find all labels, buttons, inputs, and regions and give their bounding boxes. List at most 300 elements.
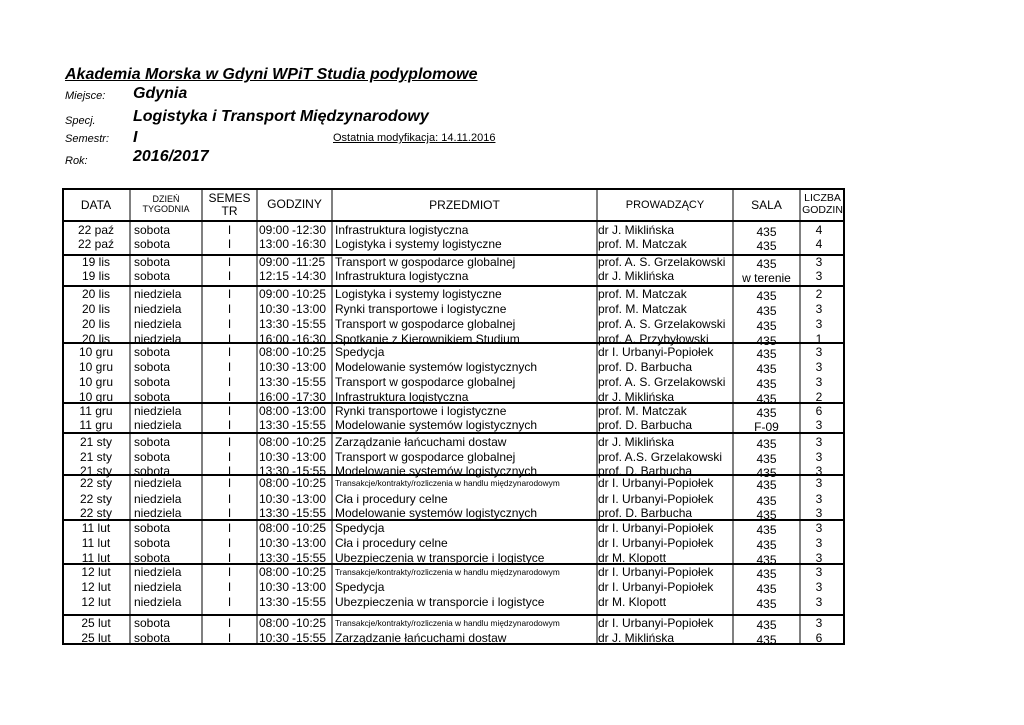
cell-end: 15:55 (296, 631, 327, 645)
cell-start: 16:00 (259, 390, 290, 404)
cell-sem: I (227, 287, 232, 301)
cell-time-separator: - (292, 418, 296, 432)
cell-room: 435 (756, 567, 777, 581)
cell-hours: 3 (815, 580, 823, 594)
cell-time-separator: - (292, 404, 296, 418)
cell-time-separator: - (292, 536, 296, 550)
cell-day: sobota (134, 255, 171, 269)
cell-sem: I (227, 269, 232, 283)
cell-time-separator: - (292, 616, 296, 630)
miejsce-value: Gdynia (133, 85, 188, 102)
cell-sem: I (227, 595, 232, 609)
specj-value: Logistyka i Transport Międzynarodowy (133, 108, 429, 125)
col-header-semestr (202, 192, 257, 217)
cell-end: 13:00 (296, 492, 327, 506)
cell-room: 435 (756, 452, 777, 466)
cell-hours: 4 (815, 237, 823, 251)
cell-sem: I (227, 345, 232, 359)
table-row (62, 595, 845, 610)
cell-end: 16:30 (296, 237, 327, 251)
cell-hours: 3 (815, 345, 823, 359)
cell-teacher: dr J. Miklińska (598, 390, 675, 404)
cell-day: niedziela (134, 595, 182, 609)
document-title: Akademia Morska w Gdyni WPiT Studia podyplomowe (65, 66, 478, 83)
cell-day: niedziela (134, 317, 182, 331)
cell-room: 435 (756, 377, 777, 391)
cell-room: 435 (756, 257, 777, 271)
cell-start: 09:00 (259, 287, 290, 301)
cell-time-separator: - (292, 317, 296, 331)
cell-time-separator: - (292, 551, 296, 565)
col-header-sala: SALA (751, 198, 782, 212)
cell-date: 19 lis (81, 255, 110, 269)
cell-day: niedziela (134, 332, 182, 346)
cell-date: 20 lis (81, 302, 110, 316)
cell-hours: 3 (815, 317, 823, 331)
cell-start: 08:00 (259, 404, 290, 418)
table-row (62, 616, 845, 631)
cell-time-separator: - (292, 237, 296, 251)
cell-day: sobota (134, 375, 171, 389)
cell-start: 10:30 (259, 302, 290, 316)
cell-day: sobota (134, 237, 171, 251)
cell-room: 435 (756, 239, 777, 253)
cell-sem: I (227, 521, 232, 535)
cell-hours: 3 (815, 536, 823, 550)
cell-end: 10:25 (296, 521, 327, 535)
cell-time-separator: - (292, 269, 296, 283)
table-row (62, 302, 845, 317)
cell-start: 09:00 (259, 255, 290, 269)
cell-hours: 2 (815, 287, 823, 301)
col-header-dzien-line2: TYGODNIA (142, 204, 190, 215)
cell-end: 14:30 (296, 269, 327, 283)
cell-end: 10:25 (296, 616, 327, 630)
cell-hours: 3 (815, 269, 823, 283)
cell-sem: I (227, 536, 232, 550)
cell-subject: Modelowanie systemów logistycznych (335, 506, 538, 520)
cell-subject: Modelowanie systemów logistycznych (335, 418, 538, 432)
cell-end: 12:30 (296, 223, 327, 237)
cell-subject: Spedycja (335, 580, 385, 594)
cell-start: 08:00 (259, 565, 290, 579)
cell-date: 22 sty (79, 506, 112, 520)
cell-end: 15:55 (296, 464, 327, 478)
cell-hours: 4 (815, 223, 823, 237)
cell-teacher: dr J. Miklińska (598, 631, 675, 645)
table-row (62, 521, 845, 536)
cell-hours: 3 (815, 476, 823, 490)
cell-sem: I (227, 565, 232, 579)
cell-subject: Ubezpieczenia w transporcie i logistyce (335, 551, 545, 565)
cell-day: sobota (134, 269, 171, 283)
cell-end: 15:55 (296, 418, 327, 432)
cell-subject: Cła i procedury celne (335, 536, 448, 550)
cell-end: 10:25 (296, 565, 327, 579)
cell-sem: I (227, 332, 232, 346)
table-row (62, 269, 845, 284)
cell-room: 435 (756, 618, 777, 632)
cell-subject: Cła i procedury celne (335, 492, 448, 506)
cell-start: 13:30 (259, 506, 290, 520)
cell-time-separator: - (292, 464, 296, 478)
cell-end: 15:55 (296, 317, 327, 331)
cell-start: 08:00 (259, 521, 290, 535)
cell-end: 16:30 (296, 332, 327, 346)
cell-date: 12 lut (81, 595, 111, 609)
cell-start: 13:30 (259, 317, 290, 331)
cell-sem: I (227, 237, 232, 251)
cell-teacher: dr J. Miklińska (598, 435, 675, 449)
cell-start: 08:00 (259, 435, 290, 449)
cell-hours: 6 (815, 404, 823, 418)
cell-day: sobota (134, 536, 171, 550)
cell-date: 12 lut (81, 565, 111, 579)
cell-hours: 6 (815, 631, 823, 645)
table-row (62, 450, 845, 465)
cell-subject: Transakcje/kontrakty/rozliczenia w handlu międzynarodowym (335, 567, 560, 577)
cell-day: sobota (134, 464, 171, 478)
table-row (62, 345, 845, 360)
cell-date: 22 sty (79, 492, 112, 506)
cell-time-separator: - (292, 595, 296, 609)
cell-time-separator: - (292, 521, 296, 535)
col-header-semestr-line2: TR (221, 203, 238, 218)
cell-time-separator: - (292, 580, 296, 594)
cell-day: niedziela (134, 404, 182, 418)
table-row (62, 317, 845, 332)
cell-date: 20 lis (81, 332, 110, 346)
cell-teacher: prof. M. Matczak (598, 302, 687, 316)
cell-time-separator: - (292, 360, 296, 374)
cell-date: 22 sty (79, 476, 112, 490)
table-row (62, 492, 845, 507)
cell-room: 435 (756, 508, 777, 522)
cell-start: 09:00 (259, 223, 290, 237)
cell-subject: Ubezpieczenia w transporcie i logistyce (335, 595, 545, 609)
cell-subject: Spotkanie z Kierownikiem Studium (335, 332, 520, 346)
cell-time-separator: - (292, 492, 296, 506)
cell-subject: Zarządzanie łańcuchami dostaw (335, 435, 507, 449)
cell-start: 12:15 (259, 269, 290, 283)
cell-teacher: prof. A. Przybyłowski (598, 332, 709, 346)
cell-room: 435 (756, 406, 777, 420)
cell-subject: Rynki transportowe i logistyczne (335, 302, 507, 316)
cell-time-separator: - (292, 435, 296, 449)
cell-time-separator: - (292, 375, 296, 389)
cell-hours: 3 (815, 521, 823, 535)
cell-end: 15:55 (296, 551, 327, 565)
cell-teacher: dr J. Miklińska (598, 223, 675, 237)
cell-hours: 3 (815, 551, 823, 565)
cell-sem: I (227, 580, 232, 594)
cell-date: 11 lut (81, 536, 111, 550)
cell-teacher: prof. D. Barbucha (598, 464, 693, 478)
col-header-przedmiot: PRZEDMIOT (429, 198, 500, 212)
table-row (62, 360, 845, 375)
cell-day: sobota (134, 390, 171, 404)
cell-room: 435 (756, 553, 777, 567)
cell-day: niedziela (134, 565, 182, 579)
cell-date: 10 gru (78, 375, 114, 389)
cell-hours: 3 (815, 616, 823, 630)
cell-hours: 1 (815, 332, 823, 346)
cell-teacher: dr I. Urbanyi-Popiołek (598, 536, 714, 550)
cell-time-separator: - (292, 565, 296, 579)
table-row (62, 476, 845, 491)
cell-start: 16:00 (259, 332, 290, 346)
cell-day: niedziela (134, 287, 182, 301)
cell-date: 11 lut (81, 521, 111, 535)
cell-room: 435 (756, 523, 777, 537)
cell-sem: I (227, 360, 232, 374)
cell-start: 08:00 (259, 616, 290, 630)
cell-day: sobota (134, 631, 171, 645)
cell-day: sobota (134, 360, 171, 374)
cell-date: 10 gru (78, 345, 114, 359)
cell-date: 21 sty (79, 435, 112, 449)
cell-room: 435 (756, 582, 777, 596)
cell-day: niedziela (134, 580, 182, 594)
cell-hours: 3 (815, 450, 823, 464)
cell-teacher: dr I. Urbanyi-Popiołek (598, 492, 714, 506)
cell-hours: 3 (815, 565, 823, 579)
cell-start: 10:30 (259, 492, 290, 506)
cell-sem: I (227, 302, 232, 316)
cell-sem: I (227, 223, 232, 237)
cell-teacher: prof. A.S. Grzelakowski (598, 450, 723, 464)
cell-date: 22 paź (77, 223, 115, 237)
cell-room: 435 (756, 597, 777, 611)
cell-start: 13:30 (259, 418, 290, 432)
cell-room: F-09 (754, 420, 779, 434)
cell-time-separator: - (292, 506, 296, 520)
cell-date: 25 lut (81, 616, 111, 630)
cell-start: 13:30 (259, 375, 290, 389)
cell-subject: Transport w gospodarce globalnej (335, 255, 516, 269)
cell-time-separator: - (292, 287, 296, 301)
col-header-semestr-line1: SEMES (208, 191, 251, 205)
cell-subject: Modelowanie systemów logistycznych (335, 464, 538, 478)
cell-end: 11:25 (296, 255, 326, 269)
col-header-liczba-line1: LICZBA (804, 192, 841, 204)
cell-subject: Transakcje/kontrakty/rozliczenia w handlu międzynarodowym (335, 618, 560, 628)
cell-time-separator: - (292, 223, 296, 237)
cell-end: 10:25 (296, 287, 327, 301)
cell-room: 435 (756, 633, 777, 647)
cell-room: 435 (756, 319, 777, 333)
cell-end: 13:00 (296, 302, 327, 316)
rok-label: Rok: (65, 155, 88, 167)
cell-date: 20 lis (81, 287, 110, 301)
cell-end: 13:00 (296, 450, 327, 464)
table-row (62, 287, 845, 302)
cell-start: 13:30 (259, 595, 290, 609)
cell-teacher: dr I. Urbanyi-Popiołek (598, 616, 714, 630)
col-header-liczba (800, 192, 845, 216)
semestr-label: Semestr: (65, 133, 110, 145)
cell-start: 08:00 (259, 476, 290, 490)
cell-room: 435 (756, 304, 777, 318)
table-row (62, 418, 845, 433)
cell-start: 10:30 (259, 450, 290, 464)
cell-end: 15:55 (296, 506, 327, 520)
cell-date: 11 gru (79, 418, 113, 432)
cell-end: 17:30 (296, 390, 327, 404)
cell-time-separator: - (292, 302, 296, 316)
cell-start: 13:30 (259, 464, 290, 478)
cell-date: 22 paź (77, 237, 115, 251)
cell-room: 435 (756, 362, 777, 376)
cell-day: niedziela (134, 476, 182, 490)
cell-sem: I (227, 255, 232, 269)
cell-day: sobota (134, 551, 171, 565)
cell-teacher: dr I. Urbanyi-Popiołek (598, 476, 714, 490)
cell-hours: 2 (815, 390, 823, 404)
cell-hours: 3 (815, 506, 823, 520)
last-modification: Ostatnia modyfikacja: 14.11.2016 (333, 132, 496, 144)
cell-end: 10:25 (296, 435, 327, 449)
cell-date: 19 lis (81, 269, 110, 283)
cell-teacher: prof. D. Barbucha (598, 360, 693, 374)
cell-date: 10 gru (78, 390, 114, 404)
cell-sem: I (227, 551, 232, 565)
table-row (62, 551, 845, 566)
cell-subject: Logistyka i systemy logistyczne (335, 287, 502, 301)
cell-end: 13:00 (296, 580, 327, 594)
cell-day: niedziela (134, 492, 182, 506)
semestr-value: I (133, 129, 138, 146)
cell-start: 13:30 (259, 551, 290, 565)
table-row (62, 435, 845, 450)
cell-date: 25 lut (81, 631, 111, 645)
cell-date: 21 sty (79, 450, 112, 464)
cell-end: 15:55 (296, 375, 327, 389)
table-row (62, 580, 845, 595)
cell-day: sobota (134, 450, 171, 464)
cell-room: w terenie (742, 271, 791, 285)
cell-time-separator: - (292, 255, 296, 269)
cell-teacher: dr I. Urbanyi-Popiołek (598, 580, 714, 594)
cell-date: 21 sty (79, 464, 112, 478)
miejsce-label: Miejsce: (65, 90, 106, 102)
cell-start: 08:00 (259, 345, 290, 359)
cell-subject: Infrastruktura logistyczna (335, 390, 469, 404)
cell-subject: Spedycja (335, 521, 385, 535)
cell-room: 435 (756, 334, 777, 348)
cell-start: 10:30 (259, 536, 290, 550)
cell-sem: I (227, 631, 232, 645)
cell-teacher: prof. A. S. Grzelakowski (598, 375, 726, 389)
table-row (62, 237, 845, 252)
cell-date: 11 gru (79, 404, 113, 418)
col-header-prowadzacy: PROWADZĄCY (625, 199, 705, 211)
cell-sem: I (227, 404, 232, 418)
cell-teacher: dr I. Urbanyi-Popiołek (598, 565, 714, 579)
cell-time-separator: - (292, 345, 296, 359)
cell-room: 435 (756, 478, 777, 492)
cell-end: 10:25 (296, 476, 327, 490)
cell-hours: 3 (815, 492, 823, 506)
cell-teacher: prof. A. S. Grzelakowski (598, 317, 726, 331)
cell-sem: I (227, 435, 232, 449)
cell-teacher: prof. M. Matczak (598, 287, 687, 301)
cell-time-separator: - (292, 476, 296, 490)
col-header-dzien (130, 194, 202, 215)
cell-subject: Transport w gospodarce globalnej (335, 317, 516, 331)
table-row (62, 390, 845, 405)
cell-hours: 3 (815, 255, 823, 269)
cell-hours: 3 (815, 418, 823, 432)
cell-sem: I (227, 390, 232, 404)
cell-hours: 3 (815, 360, 823, 374)
col-header-dzien-line1: DZIEŃ (152, 194, 180, 204)
cell-sem: I (227, 492, 232, 506)
cell-end: 10:25 (296, 345, 327, 359)
cell-day: niedziela (134, 506, 182, 520)
cell-teacher: prof. D. Barbucha (598, 506, 693, 520)
cell-date: 11 lut (81, 551, 111, 565)
cell-start: 13:00 (259, 237, 290, 251)
cell-date: 12 lut (81, 580, 111, 594)
table-row (62, 565, 845, 580)
cell-hours: 3 (815, 464, 823, 478)
cell-sem: I (227, 317, 232, 331)
cell-end: 13:00 (296, 404, 327, 418)
col-header-godziny: GODZINY (267, 197, 322, 211)
table-row (62, 404, 845, 419)
cell-start: 10:30 (259, 580, 290, 594)
col-header-data: DATA (80, 198, 112, 212)
specj-label: Specj. (65, 115, 96, 127)
cell-time-separator: - (292, 450, 296, 464)
cell-teacher: dr I. Urbanyi-Popiołek (598, 345, 714, 359)
cell-room: 435 (756, 538, 777, 552)
cell-end: 13:00 (296, 536, 327, 550)
table-row (62, 506, 845, 521)
cell-sem: I (227, 418, 232, 432)
cell-hours: 3 (815, 302, 823, 316)
cell-day: sobota (134, 521, 171, 535)
cell-end: 13:00 (296, 360, 327, 374)
cell-subject: Zarządzanie łańcuchami dostaw (335, 631, 507, 645)
cell-teacher: dr J. Miklińska (598, 269, 675, 283)
cell-teacher: prof. M. Matczak (598, 237, 687, 251)
cell-subject: Transakcje/kontrakty/rozliczenia w handlu międzynarodowym (335, 478, 560, 488)
cell-end: 15:55 (296, 595, 327, 609)
cell-sem: I (227, 506, 232, 520)
cell-day: sobota (134, 345, 171, 359)
cell-date: 20 lis (81, 317, 110, 331)
cell-subject: Infrastruktura logistyczna (335, 223, 469, 237)
cell-room: 435 (756, 437, 777, 451)
cell-time-separator: - (292, 332, 296, 346)
cell-room: 435 (756, 466, 777, 480)
cell-day: niedziela (134, 418, 182, 432)
cell-hours: 3 (815, 595, 823, 609)
cell-teacher: dr M. Klopott (598, 551, 667, 565)
cell-time-separator: - (292, 390, 296, 404)
cell-room: 435 (756, 289, 777, 303)
table-row (62, 631, 845, 646)
cell-teacher: dr I. Urbanyi-Popiołek (598, 521, 714, 535)
table-row (62, 255, 845, 270)
cell-hours: 3 (815, 375, 823, 389)
cell-day: sobota (134, 616, 171, 630)
cell-teacher: prof. M. Matczak (598, 404, 687, 418)
cell-room: 435 (756, 347, 777, 361)
cell-hours: 3 (815, 435, 823, 449)
